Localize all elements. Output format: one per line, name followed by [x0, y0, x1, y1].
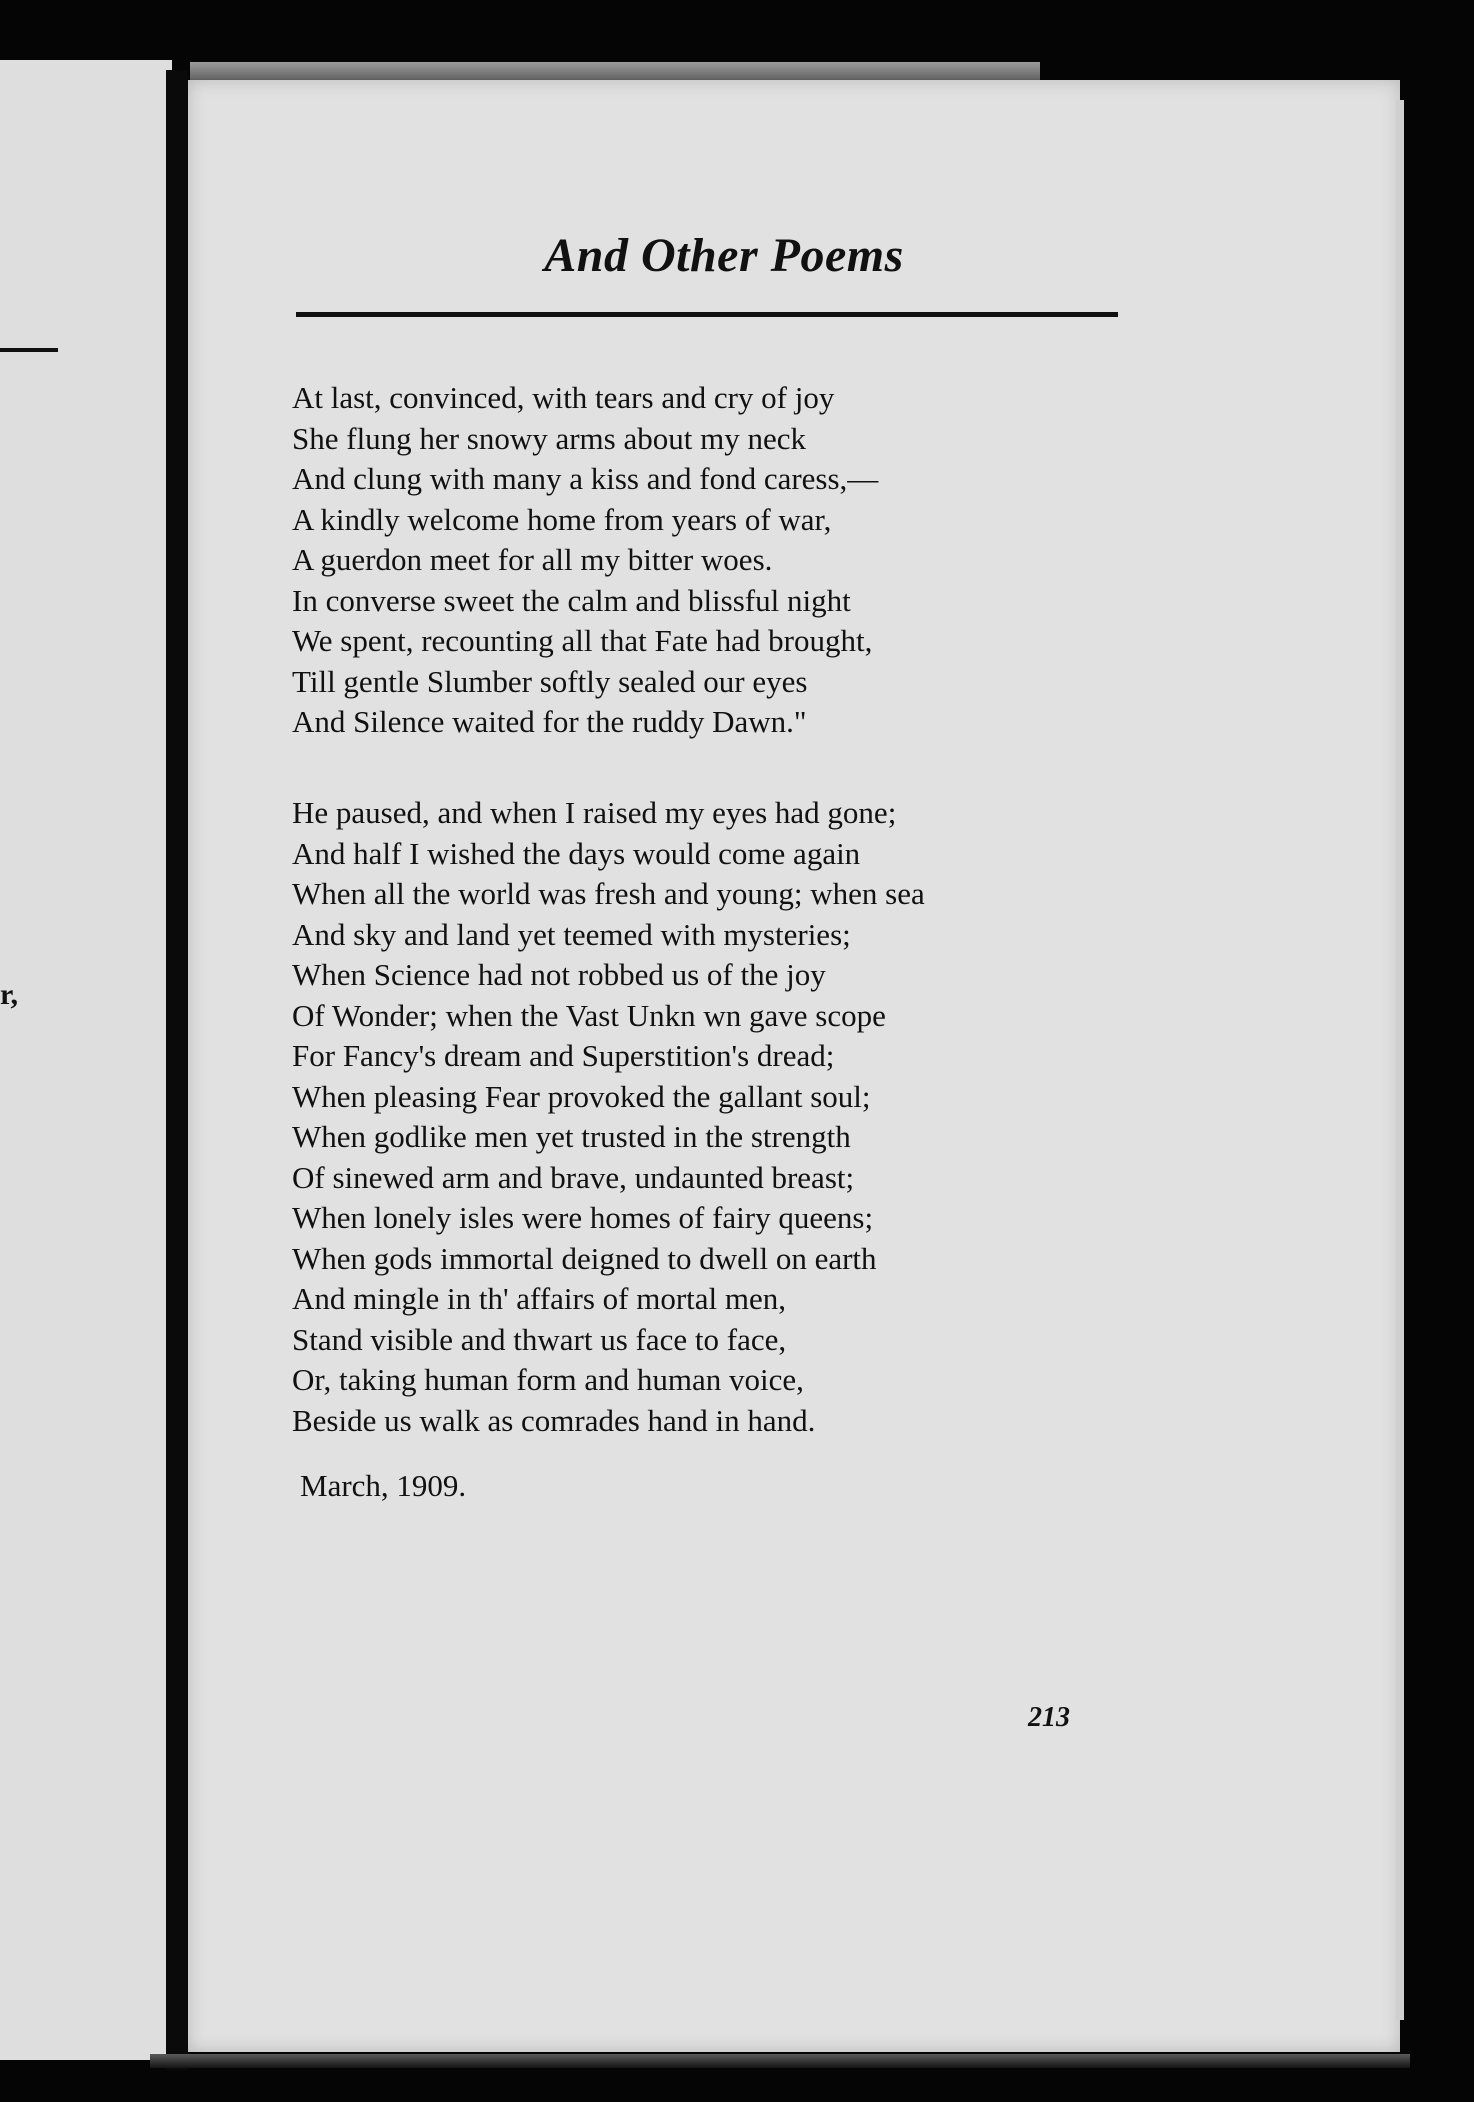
page-number: 213	[1028, 1702, 1070, 1733]
left-page-text-fragment: r,	[0, 978, 19, 1011]
poem-line: She flung her snowy arms about my neck	[292, 420, 806, 456]
left-page-rule	[0, 348, 58, 352]
stanza-1	[292, 378, 878, 743]
poem-line: When Science had not robbed us of the joy	[292, 957, 826, 992]
poem-line: Beside us walk as comrades hand in hand.	[292, 1402, 816, 1438]
right-page	[188, 80, 1400, 2052]
stanza-2	[292, 793, 925, 1441]
poem-line: When pleasing Fear provoked the gallant soul;	[292, 1078, 871, 1114]
poem-line: And clung with many a kiss and fond caress,—	[292, 461, 879, 496]
poem-line: And Silence waited for the ruddy Dawn."	[292, 704, 807, 739]
poem-line: A kindly welcome home from years of war,	[292, 501, 832, 537]
running-head	[188, 228, 1400, 283]
poem-line: Or, taking human form and human voice,	[292, 1362, 804, 1397]
poem-date: March, 1909.	[300, 1468, 467, 1503]
poem-line: And sky and land yet teemed with mysteries;	[292, 916, 851, 952]
poem-line: And mingle in th' affairs of mortal men,	[292, 1281, 787, 1316]
poem-line: In converse sweet the calm and blissful night	[292, 582, 851, 618]
book-gutter	[166, 70, 188, 2070]
poem-line: When lonely isles were homes of fairy queens;	[292, 1200, 874, 1235]
left-facing-page	[0, 60, 172, 2060]
poem-line: Stand visible and thwart us face to face,	[292, 1321, 787, 1357]
poem-line: We spent, recounting all that Fate had brought,	[292, 623, 873, 658]
poem-line: He paused, and when I raised my eyes had gone;	[292, 795, 897, 830]
poem-line: Of Wonder; when the Vast Unkn wn gave scope	[292, 997, 886, 1033]
poem-line: Of sinewed arm and brave, undaunted breast;	[292, 1159, 855, 1195]
running-head-rule	[296, 312, 1118, 317]
poem-line: A guerdon meet for all my bitter woes.	[292, 542, 773, 577]
bottom-edge-strip	[150, 2054, 1410, 2068]
running-head-text: And Other Poems	[544, 229, 904, 282]
poem-line: For Fancy's dream and Superstition's dread;	[292, 1038, 835, 1073]
poem-line: Till gentle Slumber softly sealed our eyes	[292, 663, 808, 699]
poem-line: When godlike men yet trusted in the strength	[292, 1119, 851, 1154]
page-right-edge	[1396, 100, 1404, 2020]
poem-line: When gods immortal deigned to dwell on earth	[292, 1240, 877, 1276]
poem-line: And half I wished the days would come again	[292, 835, 861, 871]
poem-line: At last, convinced, with tears and cry of joy	[292, 380, 835, 415]
poem-line: When all the world was fresh and young; when sea	[292, 876, 925, 911]
